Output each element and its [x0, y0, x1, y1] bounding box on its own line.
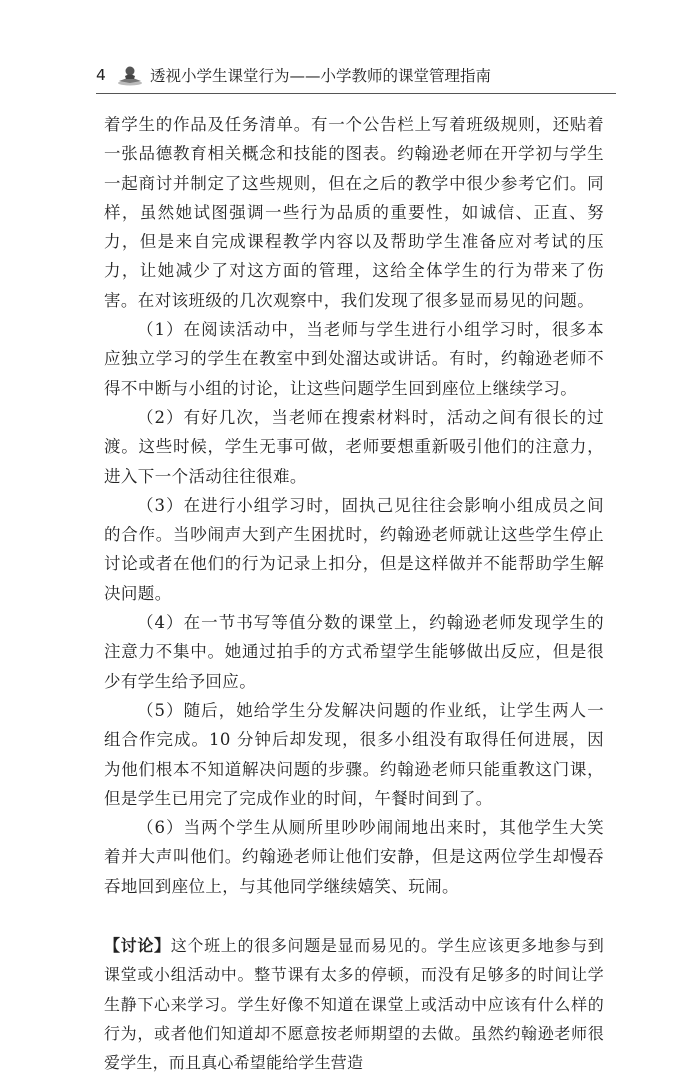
- observation-4: （4）在一节书写等值分数的课堂上，约翰逊老师发现学生的注意力不集中。她通过拍手的方式希望学生能够做出反应，但是很少有学生给予回应。: [104, 613, 604, 691]
- observation-5: （5）随后，她给学生分发解决问题的作业纸，让学生两人一组合作完成。10 分钟后却发现，很多小组没有取得任何进展，因为他们根本不知道解决问题的步骤。约翰逊老师只能重教这门课，但是学生已用完了完成作业的时间，午餐时间到了。: [104, 700, 604, 808]
- reading-child-logo-icon: [116, 64, 144, 86]
- page-number: 4: [96, 66, 106, 84]
- paragraph-continuation: 着学生的作品及任务清单。有一个公告栏上写着班级规则，还贴着一张品德教育相关概念和技能的图表。约翰逊老师在开学初与学生一起商讨并制定了这些规则，但在之后的教学中很少参考它们。同样，虽然她试图强调一些行为品质的重要性，如诚信、正直、努力，但是来自完成课程教学内容以及帮助学生准备应对考试的压力，让她减少了对这方面的管理，这给全体学生的行为带来了伤害。在对该班级的几次观察中，我们发现了很多显而易见的问题。: [104, 115, 604, 310]
- observation-6: （6）当两个学生从厕所里吵吵闹闹地出来时，其他学生大笑着并大声叫他们。约翰逊老师让他们安静，但是这两位学生却慢吞吞地回到座位上，与其他同学继续嬉笑、玩闹。: [104, 818, 604, 896]
- observation-1: （1）在阅读活动中，当老师与学生进行小组学习时，很多本应独立学习的学生在教室中到处溜达或讲话。有时，约翰逊老师不得不中断与小组的讨论，让这些问题学生回到座位上继续学习。: [104, 320, 604, 398]
- book-title: 透视小学生课堂行为——小学教师的课堂管理指南: [150, 67, 492, 85]
- discussion-label: 【讨论】: [104, 936, 171, 956]
- header-rule: [96, 93, 616, 94]
- observation-3: （3）在进行小组学习时，固执己见往往会影响小组成员之间的合作。当吵闹声大到产生困扰时，约翰逊老师就让这些学生停止讨论或者在他们的行为记录上扣分，但是这样做并不能帮助学生解决问题。: [104, 495, 604, 603]
- observation-2: （2）有好几次，当老师在搜索材料时，活动之间有很长的过渡。这些时候，学生无事可做，老师要想重新吸引他们的注意力，进入下一个活动往往很难。: [104, 407, 604, 486]
- running-header: [96, 62, 616, 88]
- discussion-text: 这个班上的很多问题是显而易见的。学生应该更多地参与到课堂或小组活动中。整节课有太多的停顿，而没有足够多的时间让学生静下心来学习。学生好像不知道在课堂上或活动中应该有什么样的行为，或者他们知道却不愿意按老师期望的去做。虽然约翰逊老师很爱学生，而且真心希望能给学生营造: [104, 936, 604, 1073]
- page-body: [104, 110, 604, 1078]
- discussion-paragraph: [104, 931, 604, 1077]
